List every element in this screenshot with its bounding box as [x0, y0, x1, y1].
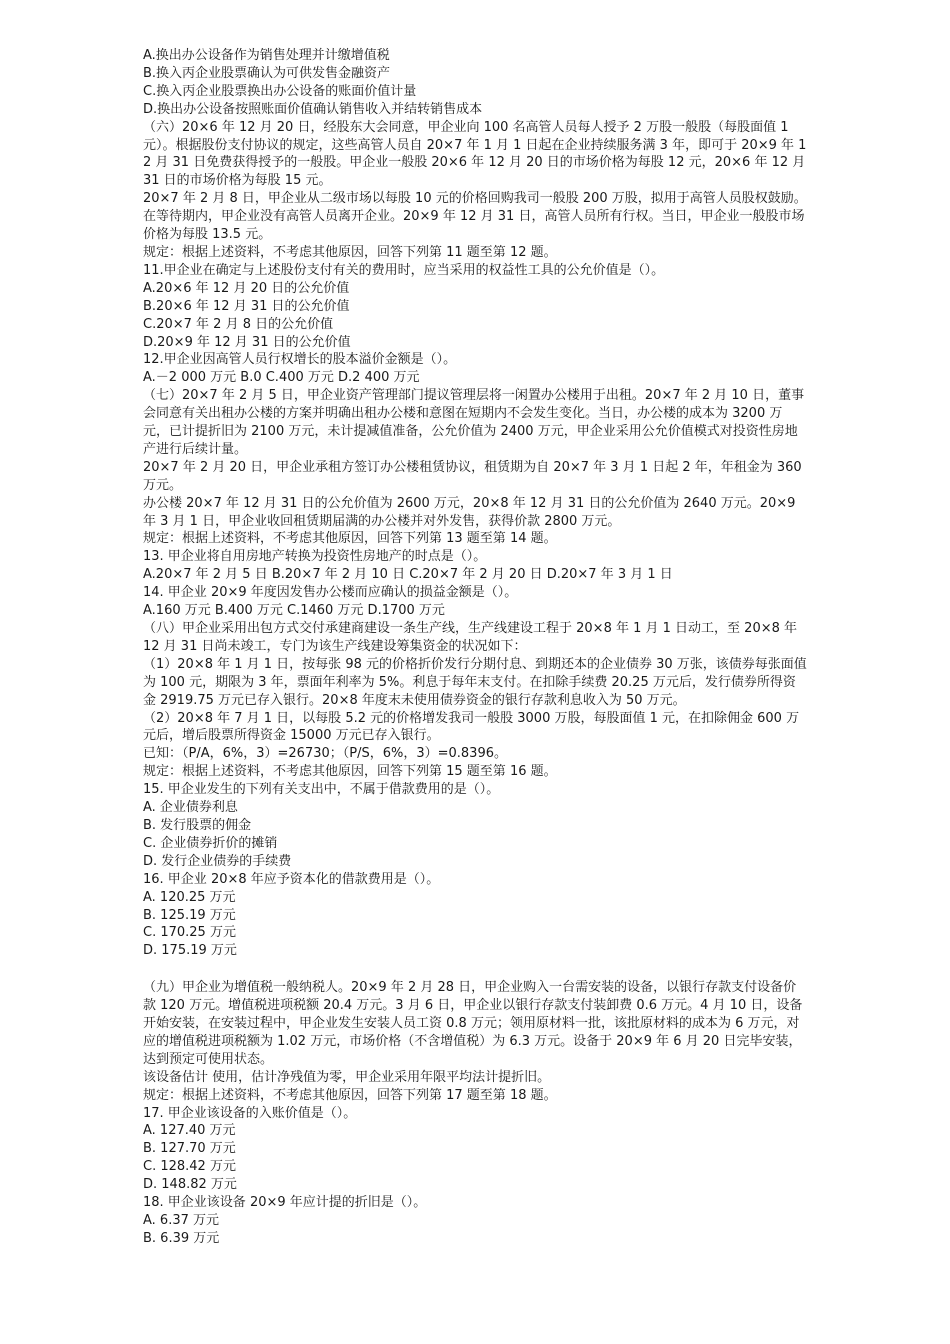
- option-line: A.20×6 年 12 月 20 日的公允价值: [143, 280, 350, 296]
- option-line: A.160 万元 B.400 万元 C.1460 万元 D.1700 万元: [143, 603, 445, 619]
- case-paragraph: （九）甲企业为增值税一般纳税人。20×9 年 2 月 28 日，甲企业购入一台需安装的设备，以银行存款支付设备价款 120 万元。增值税进项税额 20.4 万元。3 月 6 日，甲企业以银行存款支付装卸费 0.6 万元。4 月 10 日，设备开始安装，在安装过程中，甲企业发生安装人员工资 0.8 万元；领用原材料一批，该批原材料的成本为 6 万元，对应的增值税进项税额为 1.02 万元，市场价格（不含增值税）为 6.3 万元。设备于 20×9 年 6 月 20 日完毕安装，达到预定可使用状态。: [143, 980, 803, 1067]
- option-line: A. 企业债券利息: [143, 800, 238, 816]
- option-line: C. 128.42 万元: [143, 1159, 236, 1175]
- question-line: 14. 甲企业 20×9 年度因发售办公楼而应确认的损益金额是（）。: [143, 585, 518, 601]
- case-paragraph: （1）20×8 年 1 月 1 日，按每张 98 元的价格折价发行分期付息、到期还本的企业债券 30 万张，该债券每张面值为 100 元，期限为 3 年，票面年利率为 5%。利息于每年末支付。在扣除手续费 20.25 万元后，发行债券所得资金 2919.75 万元已存入银行。20×8 年度末未使用债券资金的银行存款利息收入为 50 万元。: [143, 656, 807, 708]
- question-line: 12.甲企业因高管人员行权增长的股本溢价金额是（）。: [143, 352, 457, 368]
- option-line: B. 127.70 万元: [143, 1141, 236, 1157]
- blank-spacer: [143, 960, 807, 979]
- option-line: A.换出办公设备作为销售处理并计缴增值税: [143, 48, 390, 63]
- option-line: D. 发行企业债券的手续费: [143, 853, 292, 869]
- case-paragraph: 20×7 年 2 月 8 日，甲企业从二级市场以每股 10 元的价格回购我司一般股 200 万股，拟用于高管人员股权鼓励。: [143, 191, 807, 207]
- case-paragraph: （八）甲企业采用出包方式交付承建商建设一条生产线，生产线建设工程于 20×8 年 1 月 1 日动工，至 20×8 年 12 月 31 日尚未竣工，专门为该生产线建设筹集资金的状况如下：: [143, 621, 798, 654]
- option-line: B. 发行股票的佣金: [143, 817, 252, 833]
- option-line: D. 175.19 万元: [143, 943, 237, 959]
- option-line: D. 148.82 万元: [143, 1177, 237, 1193]
- case-paragraph: 在等待期内，甲企业没有高管人员离开企业。20×9 年 12 月 31 日，高管人员所有行权。当日，甲企业一般股市场价格为每股 13.5 元。: [143, 209, 805, 243]
- option-line: A. 127.40 万元: [143, 1123, 236, 1139]
- case-paragraph: 该设备估计 使用，估计净残值为零，甲企业采用年限平均法计提折旧。: [143, 1069, 551, 1085]
- instruction-line: 规定：根据上述资料，不考虑其他原因，回答下列第 13 题至第 14 题。: [143, 531, 557, 547]
- case-paragraph: （七）20×7 年 2 月 5 日，甲企业资产管理部门提议管理层将一闲置办公楼用于出租。20×7 年 2 月 10 日，董事会同意有关出租办公楼的方案并明确出租办公楼和意图在短期内不会发生变化。当日，办公楼的成本为 3200 万元，已计提折旧为 2100 万元，未计提减值准备，公允价值为 2400 万元，甲企业采用公允价值模式对投资性房地产进行后续计量。: [143, 388, 805, 457]
- case-paragraph: 办公楼 20×7 年 12 月 31 日的公允价值为 2600 万元，20×8 年 12 月 31 日的公允价值为 2640 万元。20×9 年 3 月 1 日，甲企业收回租赁期届满的办公楼并对外发售，获得价款 2800 万元。: [143, 495, 796, 529]
- option-line: A. 6.37 万元: [143, 1213, 220, 1228]
- option-line: D.换出办公设备按照账面价值确认销售收入并结转销售成本: [143, 101, 483, 117]
- option-line: B.换入丙企业股票确认为可供发售金融资产: [143, 65, 391, 81]
- case-paragraph: （2）20×8 年 7 月 1 日，以每股 5.2 元的价格增发我司一般股 3000 万股，每股面值 1 元，在扣除佣金 600 万元后，增后股票所得资金 15000 万元已存入银行。: [143, 710, 800, 744]
- case-paragraph: 20×7 年 2 月 20 日，甲企业承租方签订办公楼租赁协议，租赁期为自 20×7 年 3 月 1 日起 2 年，年租金为 360 万元。: [143, 459, 802, 493]
- option-line: C.换入丙企业股票换出办公设备的账面价值计量: [143, 83, 417, 99]
- option-line: A. 120.25 万元: [143, 889, 236, 905]
- option-line: A.20×7 年 2 月 5 日 B.20×7 年 2 月 10 日 C.20×7 年 2 月 20 日 D.20×7 年 3 月 1 日: [143, 567, 673, 583]
- question-line: 11.甲企业在确定与上述股份支付有关的费用时，应当采用的权益性工具的公允价值是（）。: [143, 262, 665, 278]
- question-line: 15. 甲企业发生的下列有关支出中，不属于借款费用的是（）。: [143, 782, 500, 798]
- option-line: C.20×7 年 2 月 8 日的公允价值: [143, 316, 334, 332]
- option-line: C. 170.25 万元: [143, 925, 236, 941]
- option-line: D.20×9 年 12 月 31 日的公允价值: [143, 334, 351, 350]
- option-line: A.－2 000 万元 B.0 C.400 万元 D.2 400 万元: [143, 370, 420, 386]
- instruction-line: 规定：根据上述资料，不考虑其他原因，回答下列第 11 题至第 12 题。: [143, 244, 557, 260]
- option-line: B. 6.39 万元: [143, 1230, 220, 1246]
- case-paragraph: （六）20×6 年 12 月 20 日，经股东大会同意，甲企业向 100 名高管人员每人授予 2 万股一般股（每股面值 1 元）。根据股份支付协议的规定，这些高管人员自 20×7 年 1 月 1 日起在企业持续服务满 3 年，即可于 20×9 年 12 月 31 日免费获得授予的一般股。甲企业一般股 20×6 年 12 月 20 日的市场价格为每股 12 元，20×6 年 12 月 31 日的市场价格为每股 15 元。: [143, 119, 807, 189]
- option-line: B. 125.19 万元: [143, 907, 236, 923]
- question-line: 16. 甲企业 20×8 年应予资本化的借款费用是（）。: [143, 871, 440, 887]
- question-line: 17. 甲企业该设备的入账价值是（）。: [143, 1105, 357, 1121]
- instruction-line: 规定：根据上述资料，不考虑其他原因，回答下列第 15 题至第 16 题。: [143, 764, 557, 780]
- question-line: 13. 甲企业将自用房地产转换为投资性房地产的时点是（）。: [143, 549, 487, 565]
- instruction-line: 规定：根据上述资料，不考虑其他原因，回答下列第 17 题至第 18 题。: [143, 1087, 557, 1103]
- given-values-line: 已知：（P/A，6%，3）=26730；（P/S，6%，3）=0.8396。: [143, 746, 508, 762]
- question-line: 18. 甲企业该设备 20×9 年应计提的折旧是（）。: [143, 1195, 427, 1211]
- option-line: C. 企业债券折价的摊销: [143, 835, 278, 851]
- option-line: B.20×6 年 12 月 31 日的公允价值: [143, 298, 350, 314]
